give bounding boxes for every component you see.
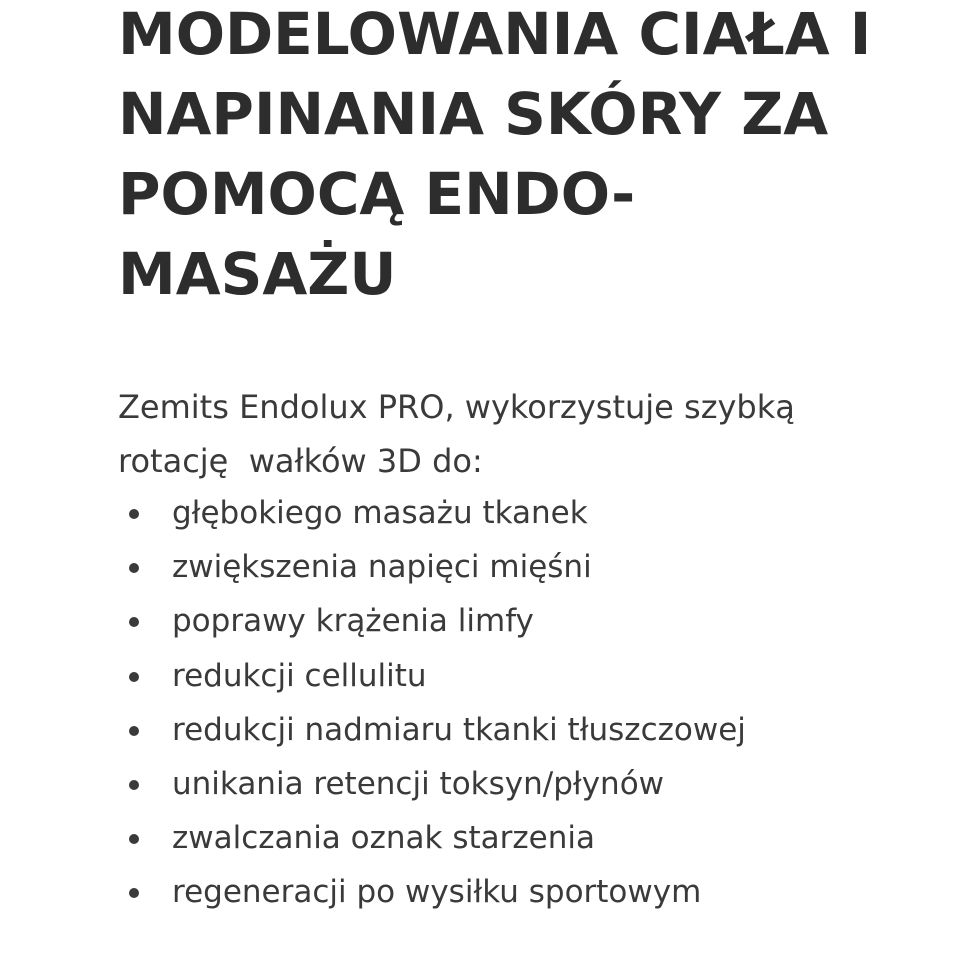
bullet-dot-icon [129, 563, 139, 573]
intro-paragraph [118, 380, 858, 488]
list-item [118, 865, 898, 919]
benefits-list [118, 486, 898, 920]
list-item-text: regeneracji po wysiłku sportowym [172, 874, 702, 911]
page-heading [118, 0, 918, 314]
list-item-text: zwiększenia napięci mięśni [172, 549, 592, 586]
bullet-dot-icon [129, 617, 139, 627]
intro-line: Zemits Endolux PRO, wykorzystuje szybką [118, 388, 795, 426]
list-item [118, 540, 898, 594]
list-item [118, 594, 898, 648]
bullet-dot-icon [129, 888, 139, 898]
list-item [118, 757, 898, 811]
list-item [118, 649, 898, 703]
intro-line: rotację wałków 3D do: [118, 442, 483, 480]
bullet-dot-icon [129, 780, 139, 790]
heading-line: MODELOWANIA CIAŁA I [118, 0, 872, 68]
heading-line: POMOCĄ ENDO- [118, 160, 636, 228]
list-item-text: głębokiego masażu tkanek [172, 495, 588, 531]
list-item [118, 486, 898, 540]
bullet-dot-icon [129, 834, 139, 844]
heading-line: MASAŻU [118, 240, 397, 308]
bullet-dot-icon [129, 672, 139, 682]
heading-line: NAPINANIA SKÓRY ZA [118, 80, 829, 148]
list-item-text: unikania retencji toksyn/płynów [172, 766, 665, 803]
bullet-dot-icon [129, 726, 139, 736]
list-item-text: redukcji cellulitu [172, 657, 427, 694]
list-item-text: poprawy krążenia limfy [172, 603, 534, 640]
list-item [118, 811, 898, 865]
list-item-text: redukcji nadmiaru tkanki tłuszczowej [172, 711, 746, 748]
list-item-text: zwalczania oznak starzenia [172, 820, 595, 857]
list-item [118, 703, 898, 757]
bullet-dot-icon [129, 509, 139, 519]
